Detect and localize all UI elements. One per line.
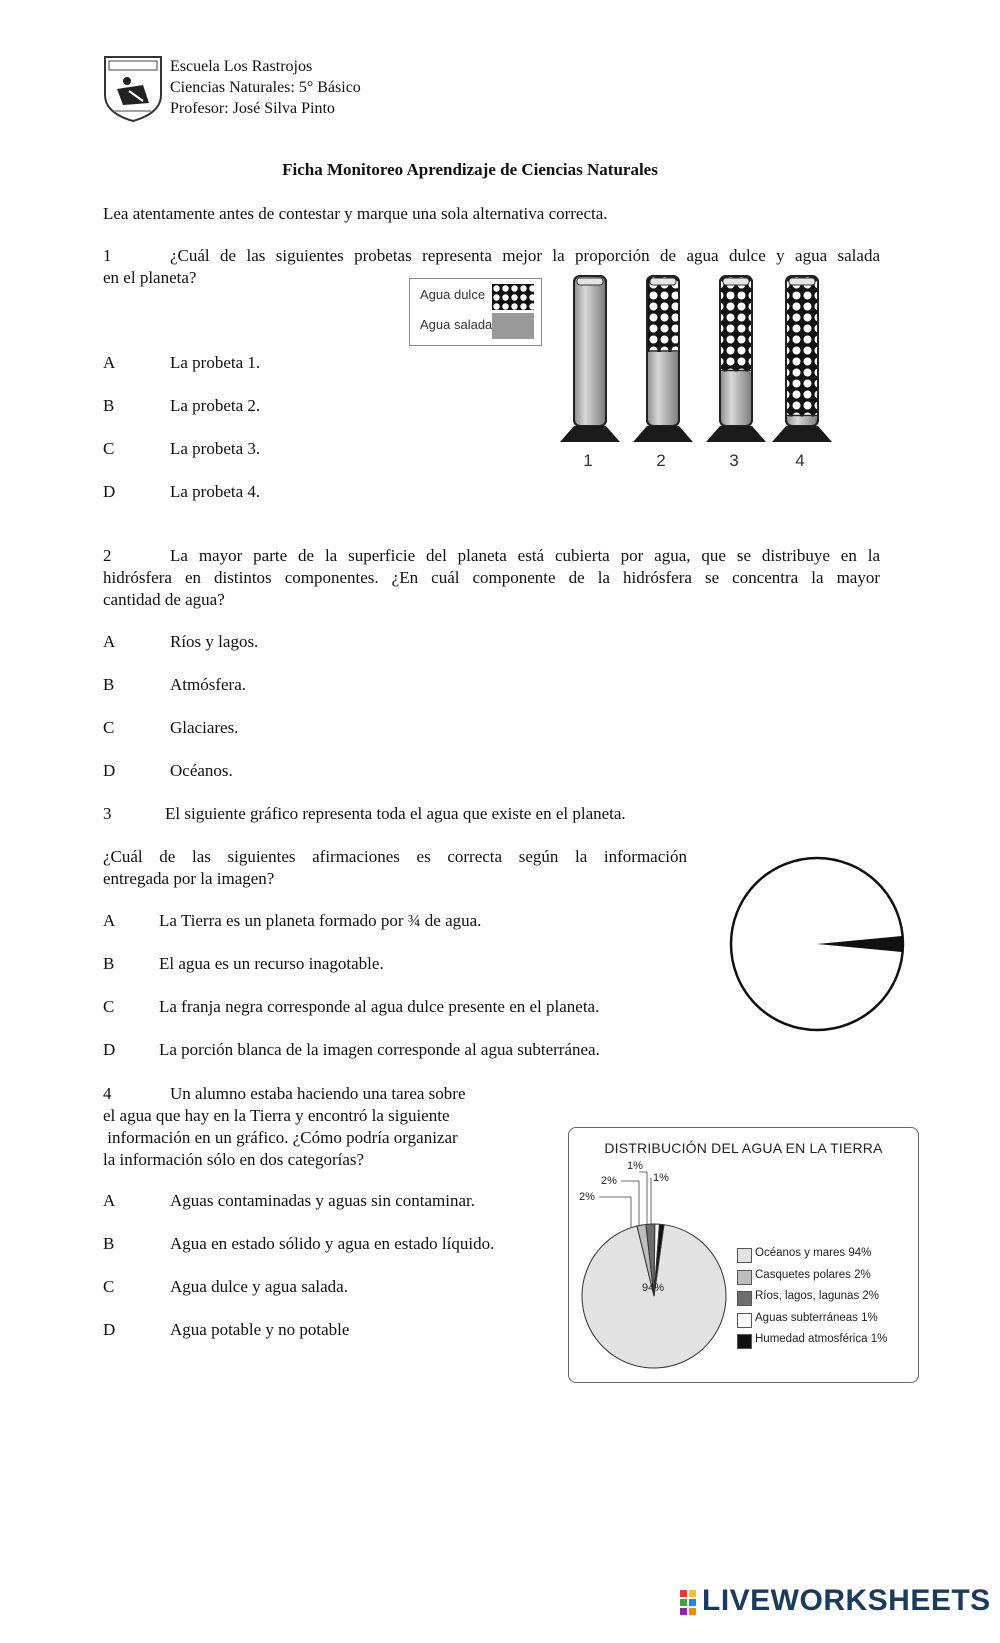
q1-legend bbox=[409, 278, 542, 346]
pie2-label-humedad: 1% bbox=[653, 1172, 669, 1184]
q4-option-b-letter[interactable]: B bbox=[103, 1234, 115, 1253]
q2-number: 2 bbox=[103, 546, 112, 565]
q4-option-c-text[interactable]: Agua dulce y agua salada. bbox=[170, 1277, 348, 1296]
q4-number: 4 bbox=[103, 1084, 112, 1103]
test-tube-label-2: 2 bbox=[656, 451, 666, 470]
q1-text-line1: ¿Cuál de las siguientes probetas representa mejor la proporción de agua dulce y agua salada bbox=[170, 246, 880, 265]
course-name: Ciencias Naturales: 5° Básico bbox=[170, 79, 361, 96]
q4-text-line1: Un alumno estaba haciendo una tarea sobre bbox=[170, 1084, 466, 1103]
q2-option-d-text[interactable]: Océanos. bbox=[170, 761, 233, 780]
q1-option-c-text[interactable]: La probeta 3. bbox=[170, 439, 261, 458]
q4-option-d-text[interactable]: Agua potable y no potable bbox=[170, 1320, 350, 1339]
legend-swatch-1 bbox=[737, 1248, 752, 1263]
school-logo bbox=[103, 55, 163, 123]
q2-text-line1: La mayor parte de la superficie del planeta está cubierta por agua, que se distribuye en la bbox=[170, 546, 880, 565]
q1-option-c-letter[interactable]: C bbox=[103, 439, 115, 458]
q3-text-line1: El siguiente gráfico representa toda el agua que existe en el planeta. bbox=[165, 804, 626, 823]
legend-label-2: Casquetes polares 2% bbox=[755, 1268, 871, 1281]
q2-option-c-letter[interactable]: C bbox=[103, 718, 115, 737]
q3-option-d-text[interactable]: La porción blanca de la imagen corresponde al agua subterránea. bbox=[159, 1040, 600, 1059]
test-tube-label-1: 1 bbox=[583, 451, 593, 470]
q4-text-line4: la información sólo en dos categorías? bbox=[103, 1150, 365, 1169]
legend-label-1: Océanos y mares 94% bbox=[755, 1247, 872, 1259]
q4-text-line3: información en un gráfico. ¿Cómo podría organizar bbox=[103, 1128, 458, 1147]
q1-option-d-letter[interactable]: D bbox=[103, 482, 116, 501]
q1-option-a-letter[interactable]: A bbox=[103, 353, 116, 372]
legend-salt-label: Agua salada bbox=[420, 317, 493, 332]
pie2-leader-2 bbox=[621, 1181, 639, 1226]
q1-test-tubes bbox=[560, 268, 860, 488]
pie2-label-casquetes: 2% bbox=[579, 1191, 595, 1203]
q2-option-d-letter[interactable]: D bbox=[103, 761, 116, 780]
school-name: Escuela Los Rastrojos bbox=[170, 58, 313, 75]
q3-option-a-text[interactable]: La Tierra es un planeta formado por ¾ de agua. bbox=[159, 911, 482, 930]
q4-option-a-text[interactable]: Aguas contaminadas y aguas sin contaminar. bbox=[170, 1191, 475, 1210]
q3-option-b-letter[interactable]: B bbox=[103, 954, 115, 973]
legend-label-4: Aguas subterráneas 1% bbox=[755, 1311, 878, 1324]
legend-swatch-5 bbox=[737, 1334, 752, 1349]
q1-option-a-text[interactable]: La probeta 1. bbox=[170, 353, 261, 372]
legend-label-5: Humedad atmosférica 1% bbox=[755, 1333, 888, 1345]
q1-number: 1 bbox=[103, 246, 112, 265]
teacher-name: Profesor: José Silva Pinto bbox=[170, 100, 335, 117]
q3-pie-chart bbox=[725, 850, 915, 1040]
q3-number: 3 bbox=[103, 804, 112, 823]
q3-option-a-letter[interactable]: A bbox=[103, 911, 116, 930]
q4-option-d-letter[interactable]: D bbox=[103, 1320, 116, 1339]
pie2-leader-3 bbox=[639, 1172, 647, 1225]
q3-text-line3: entregada por la imagen? bbox=[103, 869, 275, 888]
legend-label-3: Ríos, lagos, lagunas 2% bbox=[755, 1290, 880, 1302]
q1-option-b-letter[interactable]: B bbox=[103, 396, 115, 415]
q3-option-c-letter[interactable]: C bbox=[103, 997, 115, 1016]
legend-fresh-swatch bbox=[492, 284, 534, 310]
q4-text-line2: el agua que hay en la Tierra y encontró la siguiente bbox=[103, 1106, 450, 1125]
q3-option-b-text[interactable]: El agua es un recurso inagotable. bbox=[159, 954, 384, 973]
q2-text-line3: cantidad de agua? bbox=[103, 590, 225, 609]
pie2-label-subterraneas: 1% bbox=[627, 1160, 643, 1172]
q1-option-d-text[interactable]: La probeta 4. bbox=[170, 482, 261, 501]
q2-text-line2: hidrósfera en distintos componentes. ¿En cuál componente de la hidrósfera se concentra la mayor bbox=[103, 568, 880, 587]
chart-title: DISTRIBUCIÓN DEL AGUA EN LA TIERRA bbox=[604, 1140, 883, 1156]
test-tube-1 bbox=[560, 276, 620, 442]
liveworksheets-text: LIVEWORKSHEETS bbox=[702, 1584, 991, 1617]
q1-option-b-text[interactable]: La probeta 2. bbox=[170, 396, 261, 415]
test-tube-3 bbox=[706, 276, 766, 442]
pie2-label-rios: 2% bbox=[601, 1175, 617, 1187]
pie2-label-oceans: 94% bbox=[641, 1282, 665, 1294]
pie2-leader-1 bbox=[599, 1197, 631, 1228]
q3-option-c-text[interactable]: La franja negra corresponde al agua dulce presente en el planeta. bbox=[159, 997, 600, 1016]
q2-option-c-text[interactable]: Glaciares. bbox=[170, 718, 239, 737]
q2-option-a-letter[interactable]: A bbox=[103, 632, 116, 651]
legend-swatch-3 bbox=[737, 1291, 752, 1306]
instructions: Lea atentamente antes de contestar y marque una sola alternativa correcta. bbox=[103, 204, 608, 223]
q4-option-b-text[interactable]: Agua en estado sólido y agua en estado líquido. bbox=[170, 1234, 495, 1253]
legend-swatch-4 bbox=[737, 1313, 752, 1328]
q2-option-b-text[interactable]: Atmósfera. bbox=[170, 675, 247, 694]
q4-option-a-letter[interactable]: A bbox=[103, 1191, 116, 1210]
q2-option-a-text[interactable]: Ríos y lagos. bbox=[170, 632, 259, 651]
test-tube-4 bbox=[772, 276, 832, 442]
legend-swatches bbox=[492, 284, 536, 340]
legend-swatch-2 bbox=[737, 1270, 752, 1285]
q3-option-d-letter[interactable]: D bbox=[103, 1040, 116, 1059]
q4-option-c-letter[interactable]: C bbox=[103, 1277, 115, 1296]
q1-text-line2: en el planeta? bbox=[103, 268, 197, 287]
q3-text-line2: ¿Cuál de las siguientes afirmaciones es correcta según la información bbox=[103, 847, 687, 866]
legend-fresh-label: Agua dulce bbox=[420, 287, 486, 302]
q4-distribution-chart bbox=[568, 1127, 919, 1383]
test-tube-2 bbox=[633, 276, 693, 442]
legend-salt-swatch bbox=[492, 313, 534, 339]
test-tube-label-4: 4 bbox=[795, 451, 805, 470]
test-tube-label-3: 3 bbox=[729, 451, 739, 470]
q2-option-b-letter[interactable]: B bbox=[103, 675, 115, 694]
page-title: Ficha Monitoreo Aprendizaje de Ciencias Naturales bbox=[282, 160, 658, 179]
